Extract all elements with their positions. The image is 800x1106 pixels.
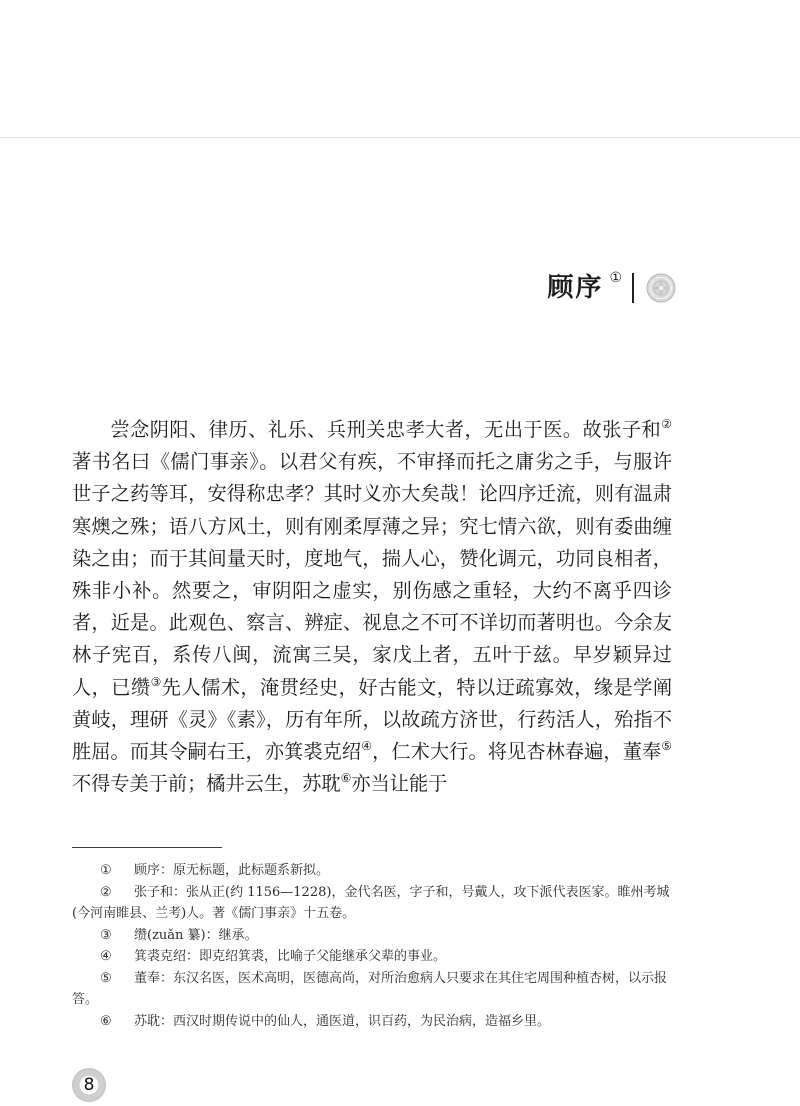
- footnote-item: [72, 946, 684, 968]
- footnote-item: [72, 882, 684, 925]
- footnote-number: ①: [100, 863, 112, 878]
- footnote-ref[interactable]: ④: [361, 739, 373, 754]
- page-number: 8: [83, 1075, 95, 1095]
- ornamental-seal-icon: [646, 273, 676, 303]
- footnote-number: ⑥: [100, 1013, 112, 1029]
- footnote-text: 董奉：东汉名医，医术高明，医德高尚，对所治愈病人只要求在其住宅周围种植杏树，以示报答。: [72, 970, 668, 1007]
- footnote-divider: [72, 847, 222, 848]
- footnote-ref[interactable]: ②: [661, 417, 672, 431]
- body-text-segment: 亦当让能于: [351, 772, 448, 796]
- footnote-number: ⑤: [100, 970, 112, 986]
- page-title: 顾序: [547, 273, 604, 303]
- footnote-text: 张子和：张从正(约 1156—1228)，金代名医，字子和，号戴人，攻下派代表医家。睢州考城(今河南睢县、兰考)人。著《儒门事亲》十五卷。: [72, 884, 670, 921]
- body-text-segment: 先人儒术，淹贯经史，好古能文，特以迂疏寡效，缘是学阐黄岐，理研《灵》《素》，历有年所，以故疏方济世，行药活人，殆指不胜屈。而其令嗣右王，亦箕裘克绍: [72, 675, 673, 764]
- footnote-item: [72, 968, 684, 1011]
- title-divider: [632, 273, 634, 303]
- header-rule: [0, 137, 800, 138]
- footnote-ref[interactable]: ⑤: [661, 739, 673, 754]
- body-text-segment: 著书名曰《儒门事亲》。以君父有疾，不审择而托之庸劣之手，与服许世子之药等耳，安得称忠孝？其时义亦大矣哉！论四序迁流，则有温肃寒燠之殊；语八方风土，则有刚柔厚薄之异；究七情六欲，则有委曲缠染之由；而于其间量天时，度地气，揣人心，赞化调元，功同良相者，殊非小补。然要之，审阴阳之虚实，别伤感之重轻，大约不离乎四诊者，近是。此观色、察言、辨症、视息之不可不详切而著明也。今余友林子宪百，系传八闽，流寓三吴，家戊上者，五叶于兹。早岁颖异过人，已缵: [72, 450, 672, 699]
- body-text-segment: ，仁术大行。将见杏林春遍，董奉: [372, 740, 662, 764]
- footnote-number: ③: [100, 927, 112, 943]
- footnote-text: 缵(zuǎn 纂)：继承。: [134, 927, 258, 943]
- title-footnote-marker[interactable]: ①: [609, 270, 622, 286]
- footnote-ref[interactable]: ⑥: [340, 771, 352, 786]
- footnote-text: 顾序：原无标题，此标题系新拟。: [134, 863, 330, 878]
- body-text-segment: 不得专美于前；橘井云生，苏耽: [72, 772, 341, 796]
- footnote-ref[interactable]: ③: [150, 674, 162, 689]
- footnotes: [72, 860, 684, 1032]
- page-number-badge: [72, 1068, 106, 1102]
- footnote-text: 箕裘克绍：即克绍箕裘，比喻子父能继承父辈的事业。: [134, 949, 447, 964]
- footnote-item: [72, 925, 684, 947]
- footnote-item: [72, 1011, 684, 1033]
- footnote-text: 苏耽：西汉时期传说中的仙人，通医道，识百药，为民治病，造福乡里。: [134, 1013, 551, 1029]
- footnote-number: ②: [100, 884, 112, 900]
- footnote-number: ④: [100, 949, 112, 964]
- body-text-segment: 尝念阴阳、律历、礼乐、兵刑关忠孝大者，无出于医。故张子和: [110, 418, 662, 441]
- body-paragraph: [72, 414, 672, 800]
- chapter-heading: [547, 268, 676, 308]
- footnote-item: [72, 860, 684, 882]
